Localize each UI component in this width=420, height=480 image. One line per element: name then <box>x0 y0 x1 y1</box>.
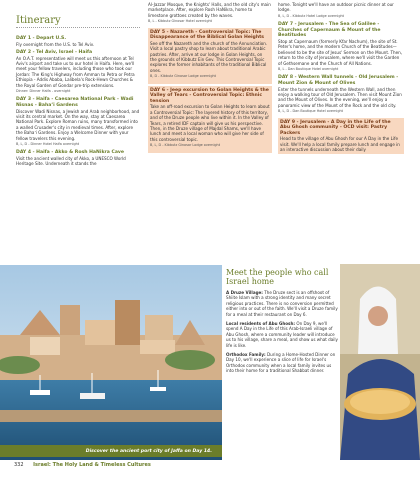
day-title: DAY 8 - Western Wall tunnels - Old Jerusalem - Mount Zion & Mount of Olives <box>278 75 399 87</box>
meet-paragraphs <box>226 290 338 374</box>
day-meta: B, L - Dan Boutique Hotel overnight <box>278 67 339 72</box>
day-meta: B, L, D - Kibbutz Ginosar Lodge overnight <box>150 143 221 148</box>
day-title: DAY 1 - Depart U.S. <box>16 36 67 41</box>
day-text: Stop at Capernaum (formerly Kfar Nachum), the site of St. Peter's home, and the modern Church of the Beatitudes—believed to be the site of Jesus' Sermon on the Mount. Then, return to the city of Jerusalem, where we'll visit the Garden of Gethsemane and the Church of All Nations. <box>278 39 403 66</box>
highlight-day-box <box>278 118 404 154</box>
day-entry <box>278 2 404 19</box>
day-meta: B, L - Kibbutz Ginosar Hotel overnight <box>148 19 212 24</box>
meet-paragraph-text: On Day 9, we'll spend A Day in the Life of this Arab-Israeli village of Abu Ghosh, where a community leader will introduce us to his village, share a meal, and show us what daily life is like. <box>226 321 338 348</box>
day-text: Fly overnight from the U.S. to Tel Aviv. <box>16 41 95 47</box>
day-title: DAY 7 - Jerusalem - The Sea of Galilee - Churches of Capernaum & Mount of the Beatitudes <box>278 22 381 39</box>
highlight-day-box <box>148 86 272 153</box>
meet-paragraph-text: During a Home-Hosted Dinner on Day 10, we'll experience a slice of life for Israel's Orthodox community when a local family invites us into their home for a traditional Shabbat dinner. <box>226 352 336 374</box>
day-entry <box>278 22 404 72</box>
highlight-day-box <box>148 28 272 84</box>
meet-paragraph-lead: Orthodox Family: <box>226 352 266 358</box>
day-meta: Dinner: Dinner Haifa - overnight <box>16 89 71 94</box>
meet-paragraph <box>226 352 338 374</box>
column-1 <box>16 33 140 167</box>
heading-rule <box>16 27 140 28</box>
column-2 <box>148 2 272 155</box>
day-text: Enter the tunnels underneath the Western Wall, and then enjoy a walking tour of Old Jerusalem. Then visit Mount Zion and the Mount of Olives. In the evening, we'll enjoy a panoramic view of the Mount of the Rock and the old city. <box>278 86 402 108</box>
day-meta: B, L, D - Kibbutz Hotel Lodge overnight <box>278 13 344 18</box>
day-meta: B, L, D - Dinner Hotel Haifa overnight <box>16 142 80 147</box>
day-text: Take an off-road excursion to Golan Heights to learn about a Controversial Topic: The layered history of this territory, and of the Druze people who live within it. In the Valley of Tears, a retired IDF captain will give us his perspective. Then, in the Druze village of Majdal Shams, we'll have lunch and meet a local woman who will give her side of this controversial topic. <box>150 104 270 142</box>
day-text: Al-Jazzar Mosque, the Knights' Halls, and the old city's main marketplace. After, explore Rosh HaNikra, home to limestone grottoes created by the waves. <box>148 2 271 18</box>
meet-title: Meet the people who call Israel home <box>226 268 329 286</box>
druze-woman-photo <box>340 264 420 460</box>
day-entry <box>278 75 404 114</box>
page-footer <box>14 462 151 468</box>
meet-the-people-box <box>226 268 338 474</box>
day-title: DAY 5 - Nazareth - Controversial Topic: The Disappearance of the Biblical Golan Heights <box>150 29 265 41</box>
day-text: Discover Wadi Nisnas, a Jewish and Arab neighborhood, and visit its central market. On the way, stay at Caesarea National Park. Explore Roman ruins, many transformed into a walled Crusader's city in medieval times. After, explore the Bahaʼi Gardens. Enjoy a Welcome Dinner with your fellow travelers this evening. <box>16 108 140 141</box>
day-entry <box>16 97 140 147</box>
day-text: Visit the ancient walled city of Akko, a UNESCO World Heritage Site. Underneath it stands the <box>16 156 126 167</box>
footer-title: Israel: The Holy Land & Timeless Cultures <box>33 462 151 468</box>
day-title: DAY 2 - Tel Aviv, Israel - Haifa <box>16 50 93 55</box>
meet-paragraph-text: The Druze sect is an offshoot of Shiite Islam with a strong identity and many secret religious practices. There is no conversion permitted either into or out of the faith. We'll visit a Druze family for a meal at their restaurant on Day 6. <box>226 290 338 317</box>
itinerary-heading: Itinerary <box>16 15 61 26</box>
day-entry <box>16 150 140 166</box>
meet-paragraph-lead: Local residents of Abu Ghosh: <box>226 321 296 327</box>
day-title: DAY 4 - Haifa - Akko & Rosh HaNikra Cave <box>16 150 125 156</box>
day-meta: B, L, D - Dan Boutique Hotel overnight <box>278 109 343 114</box>
meet-paragraph-lead: A Druze Village: <box>226 290 263 295</box>
day-entry <box>16 36 140 47</box>
jaffa-port-photo <box>0 265 222 460</box>
photo-caption-text: Discover the ancient port city of Jaffa on Day 14. <box>85 448 212 454</box>
day-text: An O.A.T. representative will meet us this afternoon at Tel Aviv's airport and take us to our hotel in Haifa. Here, we'll meet your fellow travelers, including those who took our Jordan: The King's Highway from Amman to Petra or Petra Ethiopia - Addis Ababa, Lalibela's Rock-Hewn Churches & the Royal Garden of Gondar pre-trip extensions. <box>16 55 135 88</box>
page-number: 332 <box>14 462 24 468</box>
day-title: DAY 9 - Jerusalem - A Day in the Life of the Abu Ghosh community - OCD visit: Pastry Packers <box>280 119 391 136</box>
day-text: See off the Nazareth and the church of the Annunciation. Visit a local pastry shop to learn about traditional Arabic pastries. After, arrive at our lodge in Golan Heights, on the grounds of Kibbutz Ein Gev. This Controversial Topic explores the former inhabitants of the traditional Biblical ones. <box>150 40 268 73</box>
meet-paragraph <box>226 290 338 317</box>
meet-paragraph <box>226 321 338 348</box>
day-title: DAY 3 - Haifa - Caesarea National Park - Wadi Nisnas - Bahaʼi Gardens <box>16 97 134 109</box>
day-meta: B, D - Kibbutz Ginosar Lodge overnight <box>150 74 216 79</box>
column-3 <box>278 2 404 156</box>
day-title: DAY 6 - Jeep excursion to Golan Heights & the Valley of Tears - Controversial Topic: Ethnic tension <box>150 87 269 104</box>
day-text: Head to the village of Abu Ghosh for our A Day in the Life visit. We'll help a local family prepare lunch and engage in an interactive discussion about their daily <box>280 136 400 153</box>
day-entry <box>16 50 140 94</box>
photo-caption <box>0 445 222 457</box>
day-text: home. Tonight we'll have an outdoor picnic dinner at our lodge. <box>278 2 394 13</box>
day-entry <box>148 2 272 25</box>
